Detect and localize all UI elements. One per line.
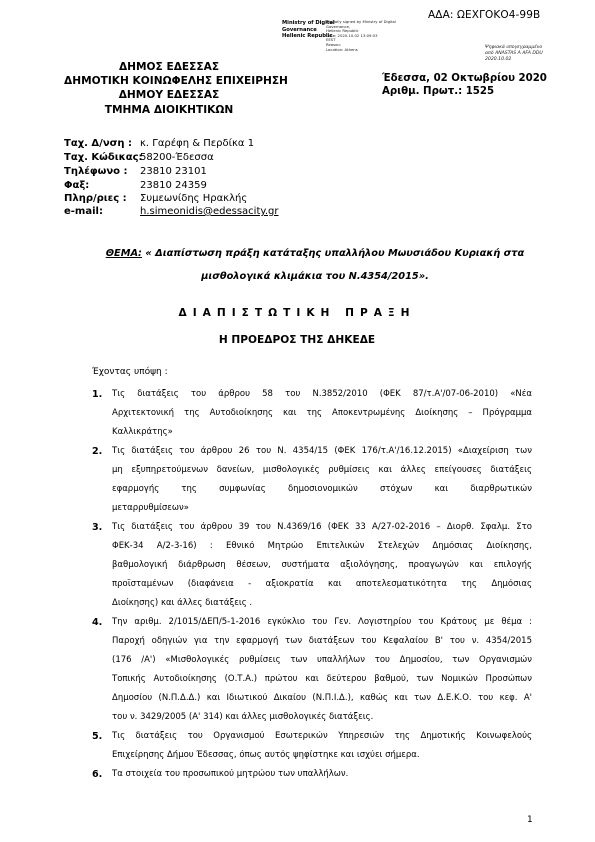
ada-code: ΑΔΑ: ΩΕΧΓΟΚΟ4-99Β <box>428 9 541 21</box>
item-line: Τις διατάξεις του άρθρου 26 του Ν. 4354/15 (ΦΕΚ 176/τ.Α'/16.12.2015) «Διαχείριση των <box>112 446 532 456</box>
info-value: Συμεωνίδης Ηρακλής <box>140 193 248 204</box>
item-line: εφαρμογής της συμφωνίας δημοσιονομικών στόχων και διαρθρωτικών <box>112 484 532 494</box>
item-number: 6. <box>92 769 103 780</box>
item-line: Επιχείρησης Δήμου Έδεσσας, όπως αυτός ψηφίστηκε και ισχύει σήμερα. <box>112 750 420 760</box>
item-line: Τα στοιχεία του προσωπικού μητρώου των υπαλλήλων. <box>112 769 349 779</box>
phone-label: Τηλέφωνο : <box>64 166 128 177</box>
signature-detail-line: Location: Athens <box>326 46 358 52</box>
item-line: βαθμολογική διάρθρωση θέσεων, συστήματα αξιολόγησης, προαγωγών και επιλογής <box>112 560 532 570</box>
signature-details <box>326 20 396 52</box>
signature-org-line: Ministry of Digital <box>282 20 335 26</box>
item-line: μη εξυπηρετούμενων δανείων, μισθολογικές ρυθμίσεις και άλλες επείγουσες διατάξεις <box>112 465 532 475</box>
header-department: ΤΜΗΜΑ ΔΙΟΙΚΗΤΙΚΩΝ <box>104 104 234 116</box>
signature-detail-line: Date: 2020.10.02 13:09:53 <box>326 32 378 38</box>
email-label: e-mail: <box>64 206 103 217</box>
document-subtitle: Η ΠΡΟΕΔΡΟΣ ΤΗΣ ΔΗΚΕΔΕ <box>218 334 376 346</box>
item-line: Την αριθμ. 2/1015/ΔΕΠ/5-1-2016 εγκύκλιο του Γεν. Λογιστηρίου του Κράτους με θέμα : <box>112 617 532 627</box>
fax-label: Φαξ: <box>64 180 90 191</box>
signature-detail-line: Governance, <box>326 23 351 29</box>
item-number: 3. <box>92 522 103 533</box>
fax-value: 23810 24359 <box>140 180 207 191</box>
postal-code-label: Ταχ. Κώδικας: <box>64 152 143 163</box>
item-line: Δημοσίου (Ν.Π.Δ.Δ.) και Ιδιωτικού Δικαίου (Ν.Π.Ι.Δ.), καθώς και των Δ.Ε.Κ.Ο. του κεφ. Α' <box>112 693 532 703</box>
postal-code-value: 58200-Έδεσσα <box>140 152 214 163</box>
document-title: ΔΙΑΠΙΣΤΩΤΙΚΗ ΠΡΑΞΗ <box>178 307 416 319</box>
item-line: Τοπικής Αυτοδιοίκησης (Ο.Τ.Α.) πρώτου και δεύτερου βαθμού, των Νομικών Προσώπων <box>112 674 532 684</box>
signature-org-line: Hellenic Republic <box>282 33 333 39</box>
item-line: Τις διατάξεις του άρθρου 39 του Ν.4369/16 (ΦΕΚ 33 Α/27-02-2016 – Διορθ. Σφαλμ. Στο <box>112 522 532 532</box>
header-municipality-genitive: ΔΗΜΟΥ ΕΔΕΣΣΑΣ <box>118 89 220 101</box>
item-line: Τις διατάξεις του άρθρου 58 του Ν.3852/2010 (ΦΕΚ 87/τ.Α'/07-06-2010) «Νέα <box>112 389 532 399</box>
address-value: κ. Γαρέφη & Περδίκα 1 <box>140 138 255 149</box>
place-and-date: Έδεσσα, 02 Οκτωβρίου 2020 <box>382 73 547 84</box>
phone-value: 23810 23101 <box>140 166 207 177</box>
header-enterprise: ΔΗΜΟΤΙΚΗ ΚΟΙΝΩΦΕΛΗΣ ΕΠΙΧΕΙΡΗΣΗ <box>64 75 288 87</box>
item-line: Διοίκησης) και άλλες διατάξεις . <box>112 598 253 608</box>
item-line: προϊσταμένων (διαφάνεια - αξιοκρατία και αποτελεσματικότητα της Δημόσιας <box>112 579 532 589</box>
email-link[interactable]: h.simeonidis@edessacity.gr <box>140 206 279 217</box>
item-line: μεταρρυθμίσεων» <box>112 503 189 513</box>
subject-keyword: ΘΕΜΑ: <box>105 248 142 259</box>
subject-line-2: μισθολογικά κλιμάκια του Ν.4354/2015». <box>201 271 429 282</box>
signature-detail-line: Reason: <box>326 41 342 47</box>
item-number: 5. <box>92 731 103 742</box>
item-line: ΦΕΚ-34 Α/2-3-16) : Εθνικό Μητρώο Επιτελικών Στελεχών Δημόσιας Διοίκησης, <box>112 541 532 551</box>
item-number: 4. <box>92 617 103 628</box>
signature-org-line: Governance <box>282 26 317 33</box>
item-line: Καλλικράτης» <box>112 427 173 437</box>
subject-text: « Διαπίστωση πράξη κατάταξης υπαλλήλου Μωυσιάδου Κυριακή στα <box>141 248 525 259</box>
item-number: 2. <box>92 446 103 457</box>
signature-detail-line: EEST <box>326 37 336 43</box>
intro-text: Έχοντας υπόψη : <box>92 367 168 377</box>
header-municipality: ΔΗΜΟΣ ΕΔΕΣΣΑΣ <box>118 61 220 73</box>
item-line: του ν. 3429/2005 (Α' 314) και άλλες μισθολογικές διατάξεις. <box>112 712 374 722</box>
protocol-number: Αριθμ. Πρωτ.: 1525 <box>382 86 495 97</box>
item-number: 1. <box>92 389 103 400</box>
info-label: Πληρ/ριες : <box>64 193 127 204</box>
address-label: Ταχ. Δ/νση : <box>64 138 133 149</box>
subject-line-1 <box>100 243 530 265</box>
item-line: Αρχιτεκτονική της Αυτοδιοίκησης και της Αποκεντρωμένης Διοίκησης – Πρόγραμμα <box>112 408 532 418</box>
item-line: (176 /Α') «Μισθολογικές ρυθμίσεις των υπαλλήλων του Δημοσίου, των Οργανισμών <box>112 655 532 665</box>
signature-detail-line: Hellenic Republic <box>326 28 359 34</box>
signature-signer: Ψηφιακά υπογεγραμμένο από ANASTAS A AFA DDU 2020.10.02 <box>485 45 543 62</box>
item-line: Τις διατάξεις του Οργανισμού Εσωτερικών Υπηρεσιών της Δημοτικής Κοινωφελούς <box>112 731 532 741</box>
signature-detail-line: Digitally signed by Ministry of Digital <box>326 19 396 24</box>
item-line: Παροχή οδηγιών για την εφαρμογή των διατάξεων του Κεφαλαίου Β' του ν. 4354/2015 <box>112 636 532 646</box>
page-number: 1 <box>527 815 533 825</box>
